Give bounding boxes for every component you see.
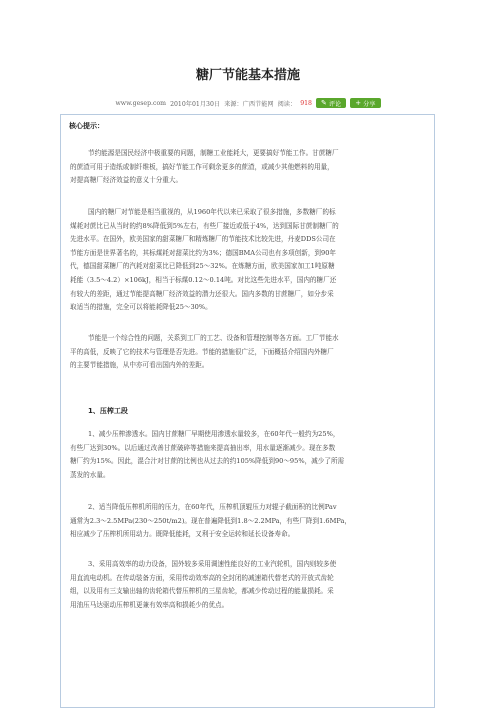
paragraph-3	[70, 332, 428, 373]
section-heading: 1、压榨工段	[88, 407, 128, 415]
text-line: 通常为2.3～2.5MPa(230～250t/m2)。现在普遍降低到1.8～2.2MPa，有些厂降到1.6MPa，	[70, 516, 352, 525]
text-line: 组，以及用有三支输出轴的齿轮箱代替压榨机的三星齿轮，都减少传动过程的能量损耗。采	[70, 587, 334, 596]
comment-button[interactable]	[316, 98, 346, 108]
article-meta	[0, 95, 496, 111]
text-line: 用油压马达驱动压榨机更兼有效率高和损耗少的优点。	[70, 600, 229, 609]
text-line: 相应减少了压榨机所用动力。既降低能耗，又利于安全运转和延长设备寿命。	[70, 530, 295, 539]
meta-views-count: 918	[300, 99, 312, 107]
text-line: 有些厂达到30%。以后通过改善甘蔗破碎等措施来提高抽出率，用水量逐渐减少。现在多数	[70, 443, 336, 452]
comment-icon: ✎	[321, 98, 327, 107]
text-line: 节约能源是国民经济中极重要的问题，制糖工业能耗大，更要搞好节能工作。甘蔗糖厂	[88, 149, 339, 157]
text-line: 平的高低，反映了它的技术与管理是否先进。节能的措施很广泛，下面概括介绍国内外糖厂	[70, 347, 334, 356]
text-line: 糖厂约为15%。因此，混合汁对甘蔗的比例也从过去的约105%降低到90～95%，减少了所需	[70, 457, 345, 466]
plus-icon: +	[355, 98, 362, 107]
paragraph-4	[70, 428, 428, 482]
text-line: 耗能（3.5～4.2）×106kJ，相当于标煤0.12～0.14吨。对比这些先进水平，国内的糖厂还	[70, 275, 337, 284]
page-title: 糖厂节能基本措施	[195, 68, 300, 83]
text-line: 有较大的差距，通过节能提高糖厂经济效益的潜力还很大。国内多数的甘蔗糖厂，如分步采	[70, 289, 334, 298]
comment-button-label: 评论	[328, 100, 342, 108]
text-line: 蒸发的水量。	[70, 470, 110, 479]
paragraph-1	[70, 147, 428, 188]
text-line: 的蔗渣可用于造纸或制纤维板，搞好节能工作可剩余更多的蔗渣，或减少其他燃料的用量，	[70, 162, 334, 171]
text-line: 用直流电动机。在传动装备方面，采用传动效率高的全封闭的减速箱代替老式的开放式齿轮	[70, 573, 334, 582]
share-button-label: 分享	[363, 100, 376, 108]
meta-site[interactable]: www.gesep.com	[115, 99, 167, 107]
meta-date: 2010年01月30日	[170, 100, 221, 108]
paragraph-6	[70, 558, 428, 612]
text-line: 的主要节能措施，从中亦可看出国内外的差距。	[70, 361, 209, 370]
share-button[interactable]	[350, 98, 380, 108]
text-line: 节能是一个综合性的问题，关系到工厂的工艺、设备和管理控制等各方面。工厂节能水	[88, 334, 339, 342]
text-line: 2、适当降低压榨机所用的压力，在60年代，压榨机顶辊压力对辊子截面积的比例Pav	[88, 503, 337, 511]
text-line: 取适当的措施，完全可以将能耗降低25～30%。	[70, 303, 212, 312]
text-line: 对提高糖厂经济效益的意义十分重大。	[70, 176, 183, 185]
text-line: 节能方面是世界著名的，其标煤耗对甜菜比约为3%；德国BMA公司也有多项创新，到90年	[70, 248, 336, 257]
text-line: 先进水平。在国外，欧美国家的甜菜糖厂和精炼糖厂的节能技术比较先进，丹麦DDS公司在	[70, 235, 336, 244]
text-line: 3、采用高效率的动力设备，国外较多采用调速性能良好的工业汽轮机，国内则较多使	[88, 560, 337, 568]
summary-label: 核心提示：	[69, 122, 104, 130]
text-line: 1、减少压榨渗透水。国内甘蔗糖厂早期使用渗透水量较多，在60年代一般约为25%，	[88, 430, 340, 438]
meta-views-label: 阅读：	[277, 100, 297, 108]
text-line: 代，德国甜菜糖厂的汽耗对甜菜比已降低到25～32%。在炼糖方面，欧美国家加工1吨原糖	[70, 262, 335, 271]
text-line: 国内的糖厂对节能是相当重视的，从1960年代以来已采取了很多措施，多数糖厂的标	[88, 208, 336, 216]
meta-source: 来源：广西节能网	[224, 100, 274, 108]
text-line: 煤耗对蔗比已从当时的约8%降低到5%左右，有些厂接近或低于4%，达到国际甘蔗制糖厂的	[70, 221, 339, 230]
paragraph-5	[70, 501, 428, 542]
paragraph-2	[70, 206, 428, 315]
